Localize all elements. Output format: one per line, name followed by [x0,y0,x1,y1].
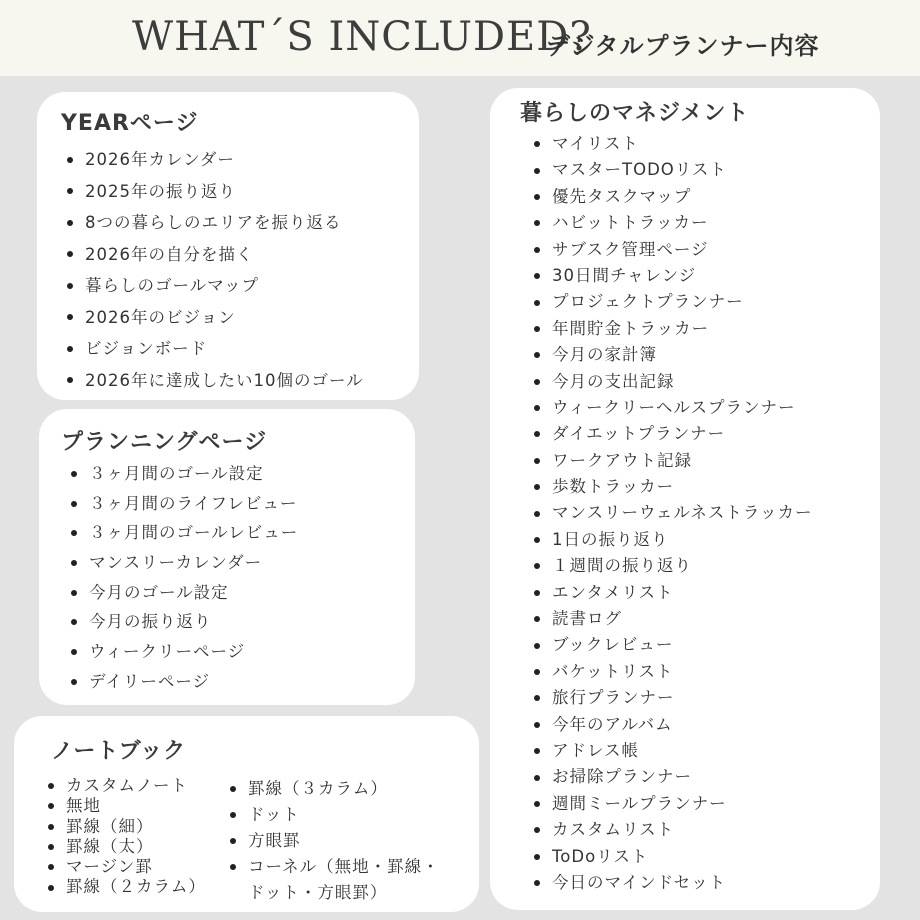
list-item: カスタムノート [44,776,206,796]
list-item: ３ヶ月間のゴールレビュー [67,518,298,548]
list-item: 無地 [44,796,206,816]
list-item: ３ヶ月間のライフレビュー [67,489,298,519]
list-item: マスターTODOリスト [530,157,813,183]
list-item: ワークアウト記録 [530,448,813,474]
list-item: バケットリスト [530,659,813,685]
list-item: 2026年の自分を描く [63,239,364,271]
list-item: 方眼罫 [226,828,440,854]
list-item: 今年のアルバム [530,712,813,738]
list-item: ウィークリーヘルスプランナー [530,395,813,421]
notebook-list-column-1 [44,776,206,898]
planning-pages-list [67,459,298,697]
list-item: 今月の支出記録 [530,369,813,395]
notebook-heading: ノートブック [51,739,187,764]
planning-pages-heading: プランニングページ [61,430,268,455]
list-item: マイリスト [530,131,813,157]
list-item: ビジョンボード [63,333,364,365]
life-management-list [530,131,813,896]
list-item: １週間の振り返り [530,553,813,579]
list-item: マンスリーカレンダー [67,548,298,578]
list-item: ドット [226,802,440,828]
list-item: 今月の家計簿 [530,342,813,368]
list-item: マンスリーウェルネストラッカー [530,500,813,526]
list-item: ウィークリーページ [67,637,298,667]
list-item: 1日の振り返り [530,527,813,553]
list-item: アドレス帳 [530,738,813,764]
notebook-list-column-2 [226,776,440,906]
list-item: 旅行プランナー [530,685,813,711]
life-management-card [490,88,880,910]
list-item: デイリーページ [67,667,298,697]
list-item: 罫線（細） [44,817,206,837]
year-pages-list [63,144,364,396]
list-item-continuation: ドット・方眼罫） [248,883,388,902]
list-item: マージン罫 [44,857,206,877]
list-item: プロジェクトプランナー [530,289,813,315]
list-item: 罫線（３カラム） [226,776,440,802]
list-item: 優先タスクマップ [530,184,813,210]
list-item: ToDoリスト [530,844,813,870]
list-item: 歩数トラッカー [530,474,813,500]
title-english: WHAT´S INCLUDED? [132,14,592,60]
year-pages-heading: YEARページ [61,111,199,136]
list-item: ダイエットプランナー [530,421,813,447]
notebook-card [14,716,479,912]
list-item: 罫線（太） [44,837,206,857]
list-item: カスタムリスト [530,817,813,843]
list-item: 読書ログ [530,606,813,632]
header-banner [0,0,920,76]
list-item: 8つの暮らしのエリアを振り返る [63,207,364,239]
list-item: 今月のゴール設定 [67,578,298,608]
list-item: 今日のマインドセット [530,870,813,896]
list-item: エンタメリスト [530,580,813,606]
year-pages-card [37,92,419,400]
list-item: ３ヶ月間のゴール設定 [67,459,298,489]
list-item: 暮らしのゴールマップ [63,270,364,302]
list-item: 罫線（２カラム） [44,877,206,897]
list-item: 2026年のビジョン [63,302,364,334]
list-item: 2025年の振り返り [63,176,364,208]
list-item: サブスク管理ページ [530,237,813,263]
life-management-heading: 暮らしのマネジメント [520,101,750,126]
list-item: お掃除プランナー [530,764,813,790]
planning-pages-card [39,409,415,705]
list-item: 2026年カレンダー [63,144,364,176]
list-item: コーネル（無地・罫線・ [226,854,440,880]
list-item: 週間ミールプランナー [530,791,813,817]
list-item: ハビットトラッカー [530,210,813,236]
list-item: 30日間チャレンジ [530,263,813,289]
list-item: 2026年に達成したい10個のゴール [63,365,364,397]
list-item: 今月の振り返り [67,607,298,637]
list-item: ブックレビュー [530,632,813,658]
list-item: 年間貯金トラッカー [530,316,813,342]
title-japanese: デジタルプランナー内容 [546,32,820,60]
